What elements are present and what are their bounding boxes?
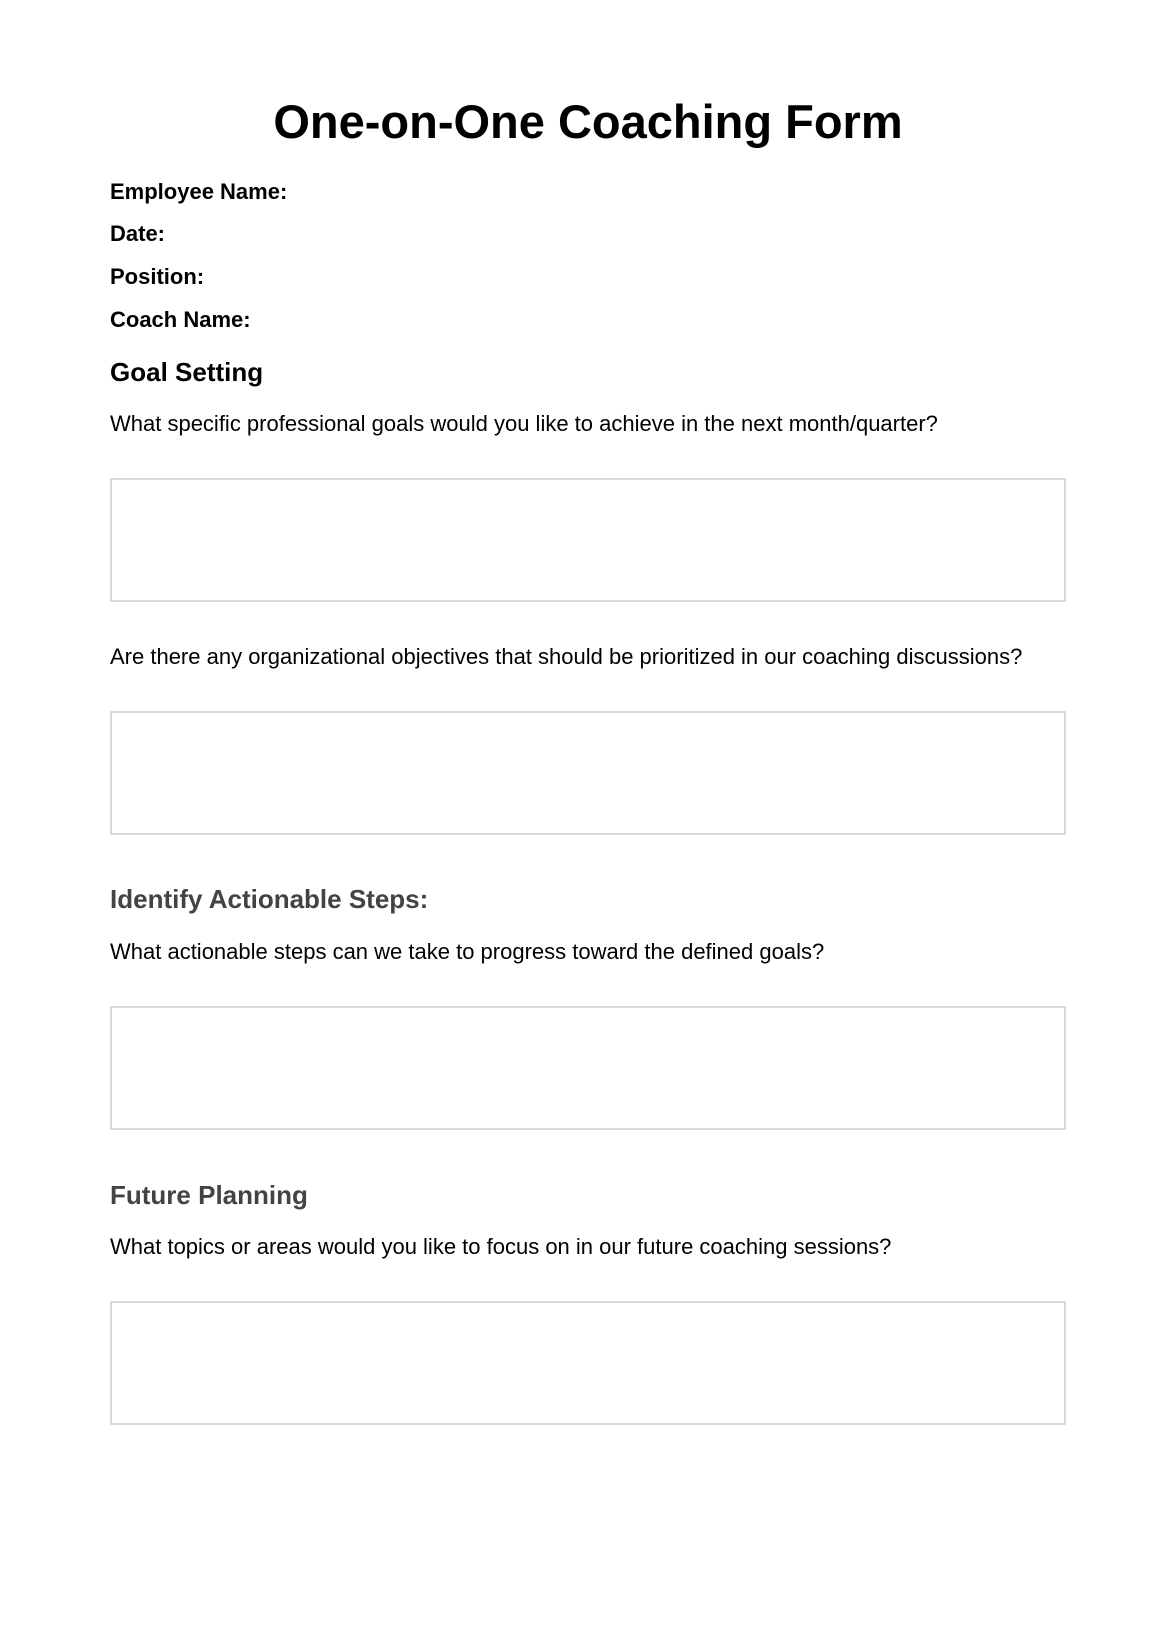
goal-setting-question-1: What specific professional goals would you like to achieve in the next month/quarter? [110, 411, 938, 436]
future-planning-question-1: What topics or areas would you like to focus on in our future coaching sessions? [110, 1234, 892, 1259]
goal-setting-question-2: Are there any organizational objectives that should be prioritized in our coaching discussions? [110, 644, 1023, 669]
date-label: Date: [110, 221, 166, 246]
actionable-steps-heading: Identify Actionable Steps: [110, 884, 429, 914]
form-title: One-on-One Coaching Form [273, 95, 903, 148]
goal-setting-answer-2[interactable] [110, 711, 1066, 835]
actionable-steps-question-1: What actionable steps can we take to progress toward the defined goals? [110, 939, 825, 964]
future-planning-heading: Future Planning [110, 1180, 308, 1210]
goal-setting-heading: Goal Setting [110, 357, 264, 387]
employee-name-label: Employee Name: [110, 179, 288, 204]
position-label: Position: [110, 264, 205, 289]
future-planning-answer-1[interactable] [110, 1301, 1066, 1425]
actionable-steps-answer-1[interactable] [110, 1006, 1066, 1130]
coach-name-label: Coach Name: [110, 307, 251, 332]
goal-setting-answer-1[interactable] [110, 478, 1066, 602]
